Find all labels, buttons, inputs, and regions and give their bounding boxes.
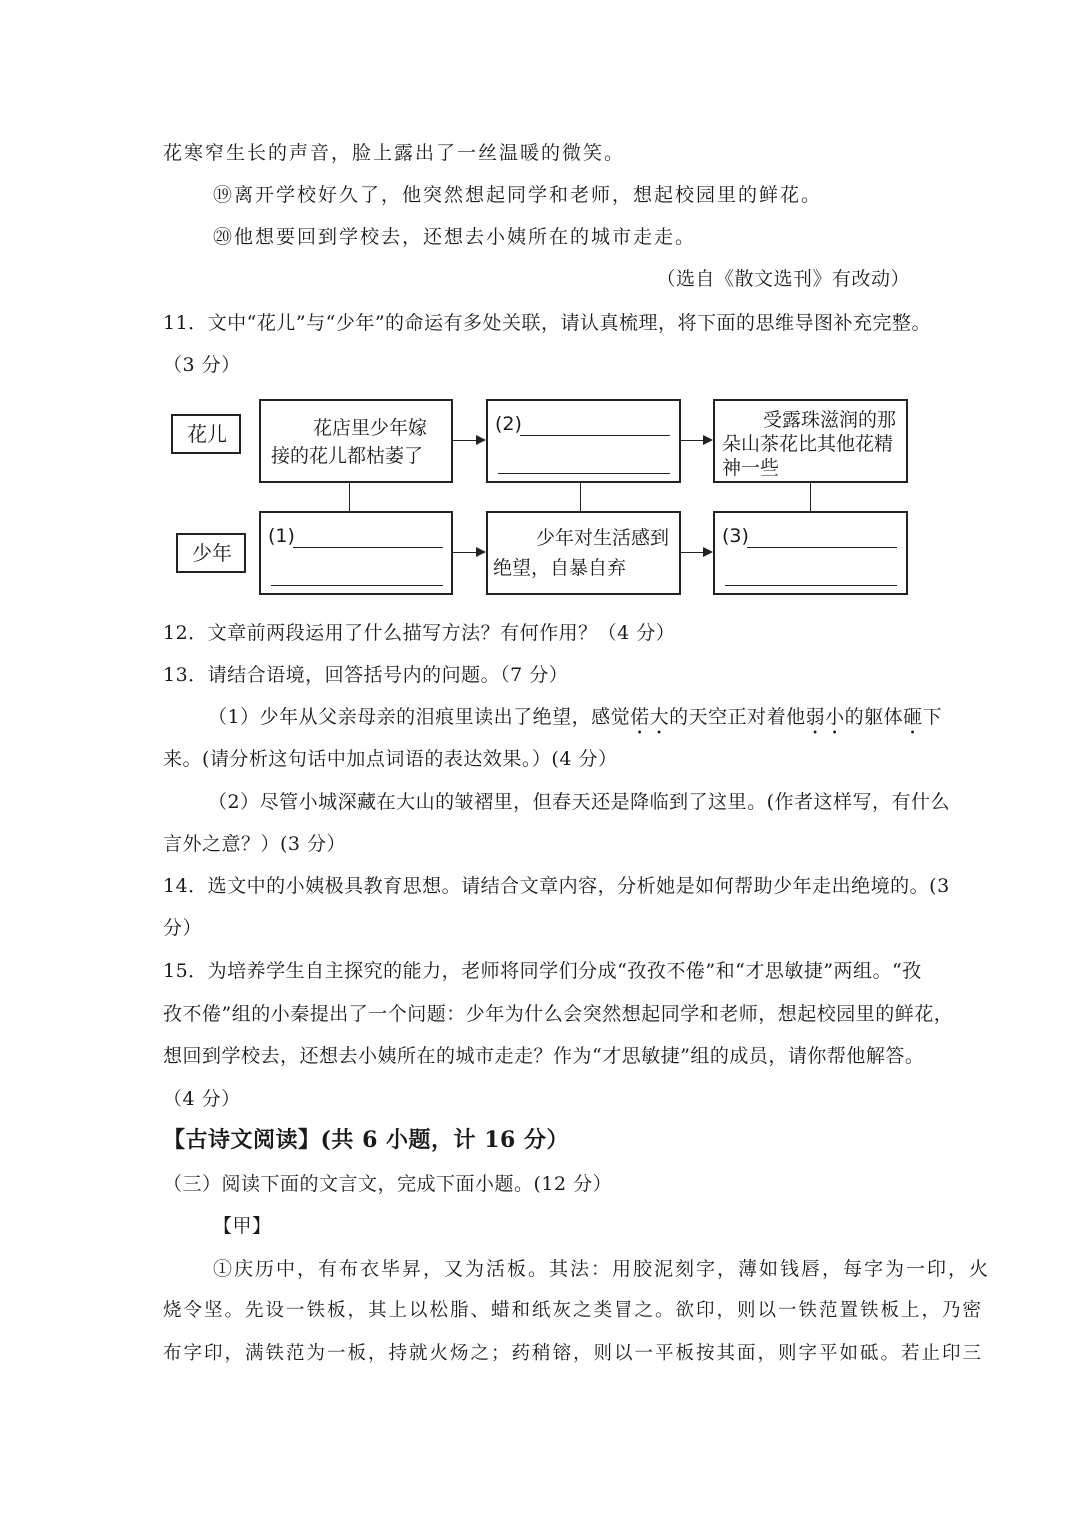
flower-box-3-line3: 神一些 bbox=[722, 457, 780, 479]
emphasized-word: 弱小 bbox=[805, 706, 845, 728]
question-13-sub1 bbox=[208, 704, 942, 739]
source-note: （选自《散文选刊》有改动） bbox=[656, 268, 910, 290]
flower-box-3 bbox=[713, 399, 908, 483]
flower-box-2 bbox=[486, 399, 681, 483]
answer-blank[interactable] bbox=[271, 585, 443, 586]
flower-box-2-marker: (2) bbox=[495, 413, 522, 435]
story-text-line: 花寒窄生长的声音，脸上露出了一丝温暖的微笑。 bbox=[163, 142, 626, 164]
question-14-line2: 分） bbox=[163, 917, 203, 939]
flower-box-1-line2: 接的花儿都枯萎了 bbox=[271, 445, 424, 467]
question-12: 12．文章前两段运用了什么描写方法？有何作用？（4 分） bbox=[163, 622, 676, 644]
sub1-text: 的天空正对着他 bbox=[669, 706, 806, 728]
answer-blank[interactable] bbox=[520, 435, 670, 436]
boy-box-2-line1: 少年对生活感到 bbox=[536, 527, 670, 549]
question-13-sub1-line2: 来。(请分析这句话中加点词语的表达效果。）(4 分） bbox=[163, 748, 618, 770]
classical-line: 布字印，满铁范为一板，持就火炀之；药稍镕，则以一平板按其面，则字平如砥。若止印三 bbox=[163, 1343, 984, 1364]
question-14: 14．选文中的小姨极具教育思想。请结合文章内容，分析她是如何帮助少年走出绝境的。(3 bbox=[163, 875, 950, 897]
arrow-line bbox=[453, 440, 477, 441]
arrow-line bbox=[453, 552, 477, 553]
connector-line bbox=[349, 483, 350, 511]
emphasized-word: 偌大 bbox=[630, 706, 670, 728]
flower-box-3-line1: 受露珠滋润的那 bbox=[763, 409, 897, 431]
question-13-sub2-line2: 言外之意？）(3 分） bbox=[163, 833, 347, 855]
label-boy: 少年 bbox=[192, 541, 232, 565]
section-subtitle: （三）阅读下面的文言文，完成下面小题。(12 分） bbox=[163, 1173, 613, 1195]
connector-line bbox=[810, 483, 811, 511]
classical-line: 烧令坚。先设一铁板，其上以松脂、蜡和纸灰之类冒之。欲印，则以一铁范置铁板上，乃密 bbox=[163, 1300, 984, 1321]
arrow-head bbox=[703, 435, 713, 445]
arrow-head bbox=[703, 547, 713, 557]
answer-blank[interactable] bbox=[747, 547, 897, 548]
arrow-head bbox=[476, 547, 486, 557]
emphasized-word: 砸 bbox=[903, 706, 923, 728]
connector-line bbox=[580, 483, 581, 511]
boy-box-3-marker: (3) bbox=[722, 525, 749, 547]
label-box-boy bbox=[176, 533, 246, 573]
flower-box-3-line2: 朵山茶花比其他花精 bbox=[722, 433, 894, 455]
boy-box-3 bbox=[713, 511, 908, 595]
answer-blank[interactable] bbox=[293, 547, 443, 548]
paragraph-19: ⑲离开学校好久了，他突然想起同学和老师，想起校园里的鲜花。 bbox=[213, 184, 823, 206]
question-11: 11．文中“花儿”与“少年”的命运有多处关联，请认真梳理，将下面的思维导图补充完整。 bbox=[163, 312, 932, 334]
flower-box-1 bbox=[259, 399, 453, 483]
question-15-line2: 孜不倦”组的小秦提出了一个问题：少年为什么会突然想起同学和老师，想起校园里的鲜花， bbox=[163, 1003, 954, 1025]
sub1-text: 下 bbox=[922, 706, 943, 728]
question-13: 13．请结合语境，回答括号内的问题。（7 分） bbox=[163, 664, 569, 686]
question-13-sub2: （2）尽管小城深藏在大山的皱褶里，但春天还是降临到了这里。(作者这样写，有什么 bbox=[208, 791, 951, 813]
answer-blank[interactable] bbox=[498, 473, 670, 474]
flower-box-1-line1: 花店里少年嫁 bbox=[313, 417, 428, 439]
question-11-score: （3 分） bbox=[163, 354, 241, 376]
label-box-flower bbox=[171, 414, 241, 454]
label-flower: 花儿 bbox=[187, 422, 227, 446]
question-15-line3: 想回到学校去，还想去小姨所在的城市走走？作为“才思敏捷”组的成员，请你帮他解答。 bbox=[163, 1045, 925, 1067]
sub1-text: （1）少年从父亲母亲的泪痕里读出了绝望，感觉 bbox=[208, 706, 631, 728]
boy-box-1 bbox=[259, 511, 453, 595]
answer-blank[interactable] bbox=[725, 585, 897, 586]
question-15-line4: （4 分） bbox=[163, 1088, 241, 1110]
sub1-text: 的躯体 bbox=[844, 706, 904, 728]
arrow-line bbox=[681, 552, 704, 553]
boy-box-1-marker: (1) bbox=[268, 525, 295, 547]
arrow-head bbox=[476, 435, 486, 445]
arrow-line bbox=[681, 440, 704, 441]
classical-line: ①庆历中，有布衣毕昇，又为活板。其法：用胶泥刻字，薄如钱唇，每字为一印，火 bbox=[213, 1258, 991, 1280]
question-15: 15．为培养学生自主探究的能力，老师将同学们分成“孜孜不倦”和“才思敏捷”两组。“孜 bbox=[163, 960, 922, 982]
paragraph-20: ⑳他想要回到学校去，还想去小姨所在的城市走走。 bbox=[213, 226, 697, 248]
boy-box-2 bbox=[486, 511, 681, 595]
passage-label-jia: 【甲】 bbox=[213, 1215, 272, 1237]
boy-box-2-line2: 绝望，自暴自弃 bbox=[493, 557, 627, 579]
section-title: 【古诗文阅读】(共 6 小题，计 16 分） bbox=[163, 1127, 569, 1153]
